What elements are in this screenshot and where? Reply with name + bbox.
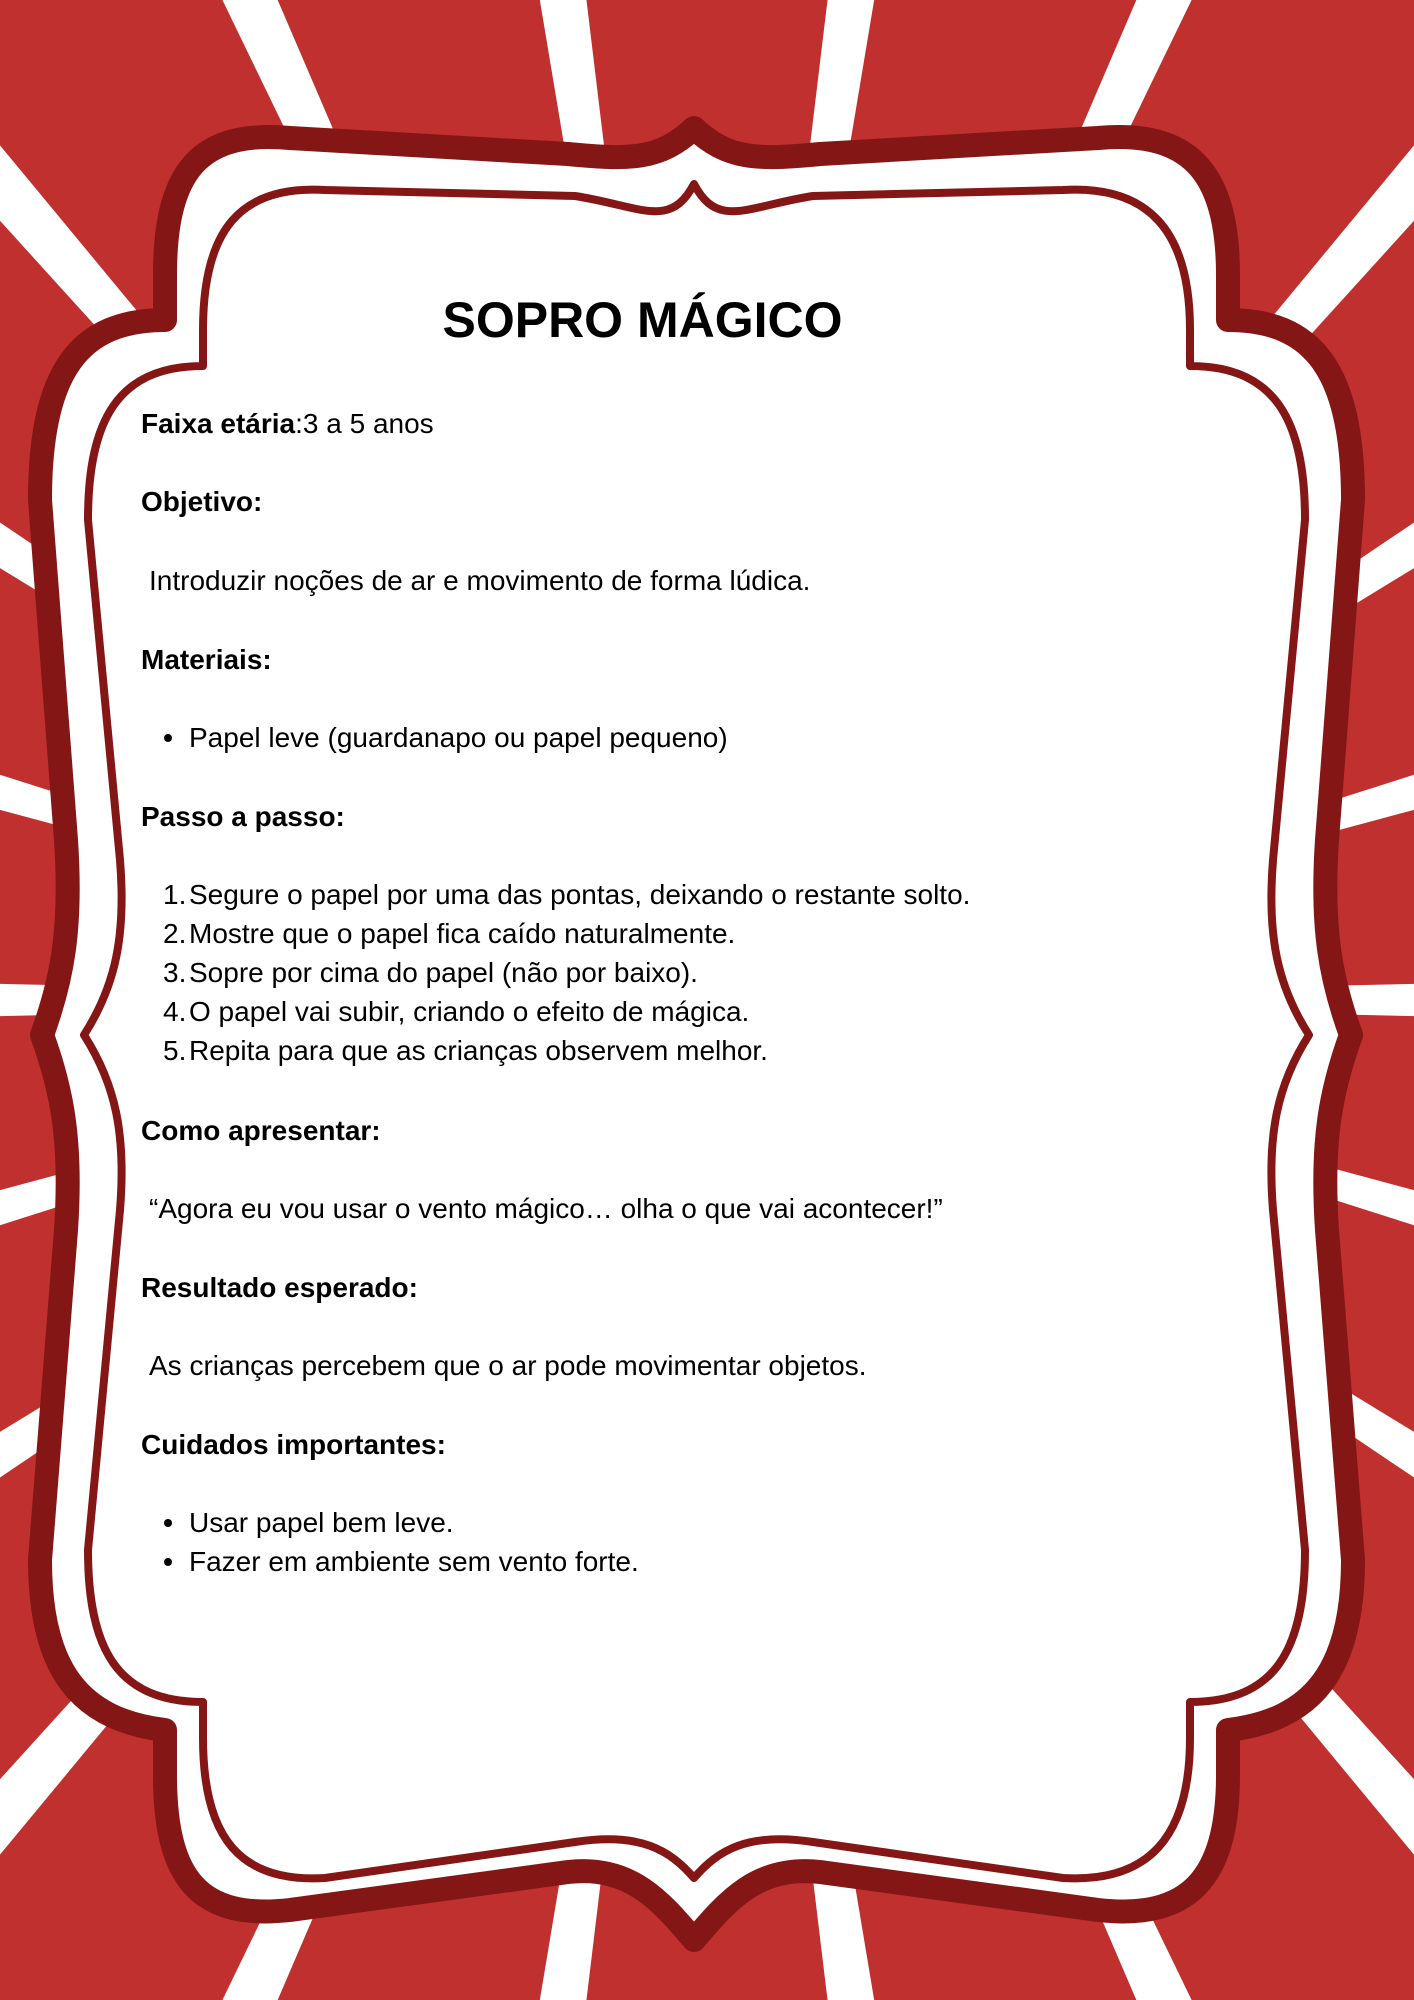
age-range-label: Faixa etária xyxy=(141,408,296,439)
list-item: 4. O papel vai subir, criando o efeito de mágica. xyxy=(163,996,750,1027)
bullet-icon xyxy=(164,734,172,742)
age-range xyxy=(141,404,434,443)
steps-list xyxy=(141,875,970,1070)
bullet-icon xyxy=(164,1558,172,1566)
result-text: As crianças percebem que o ar pode movimentar objetos. xyxy=(149,1350,867,1381)
list-item: 2. Mostre que o papel fica caído naturalmente. xyxy=(163,918,736,949)
objective-heading: Objetivo: xyxy=(141,486,263,517)
list-item: 3. Sopre por cima do papel (não por baixo). xyxy=(163,957,698,988)
bullet-icon xyxy=(164,1519,172,1527)
age-range-value: :3 a 5 anos xyxy=(295,408,434,439)
list-item: Papel leve (guardanapo ou papel pequeno) xyxy=(141,718,728,757)
materials-list xyxy=(141,718,728,757)
presentation-heading: Como apresentar: xyxy=(141,1115,381,1146)
list-item: Usar papel bem leve. xyxy=(141,1503,639,1542)
list-item: Fazer em ambiente sem vento forte. xyxy=(141,1542,639,1581)
care-list xyxy=(141,1503,639,1581)
list-item: 1. Segure o papel por uma das pontas, deixando o restante solto. xyxy=(163,879,971,910)
list-item: 5. Repita para que as crianças observem melhor. xyxy=(163,1035,768,1066)
result-heading: Resultado esperado: xyxy=(141,1272,418,1303)
steps-heading: Passo a passo: xyxy=(141,801,345,832)
objective-text: Introduzir noções de ar e movimento de forma lúdica. xyxy=(149,565,811,596)
care-heading: Cuidados importantes: xyxy=(141,1429,446,1460)
materials-heading: Materiais: xyxy=(141,644,272,675)
page-title: SOPRO MÁGICO xyxy=(442,292,843,348)
presentation-text: “Agora eu vou usar o vento mágico… olha o que vai acontecer!” xyxy=(149,1193,943,1224)
